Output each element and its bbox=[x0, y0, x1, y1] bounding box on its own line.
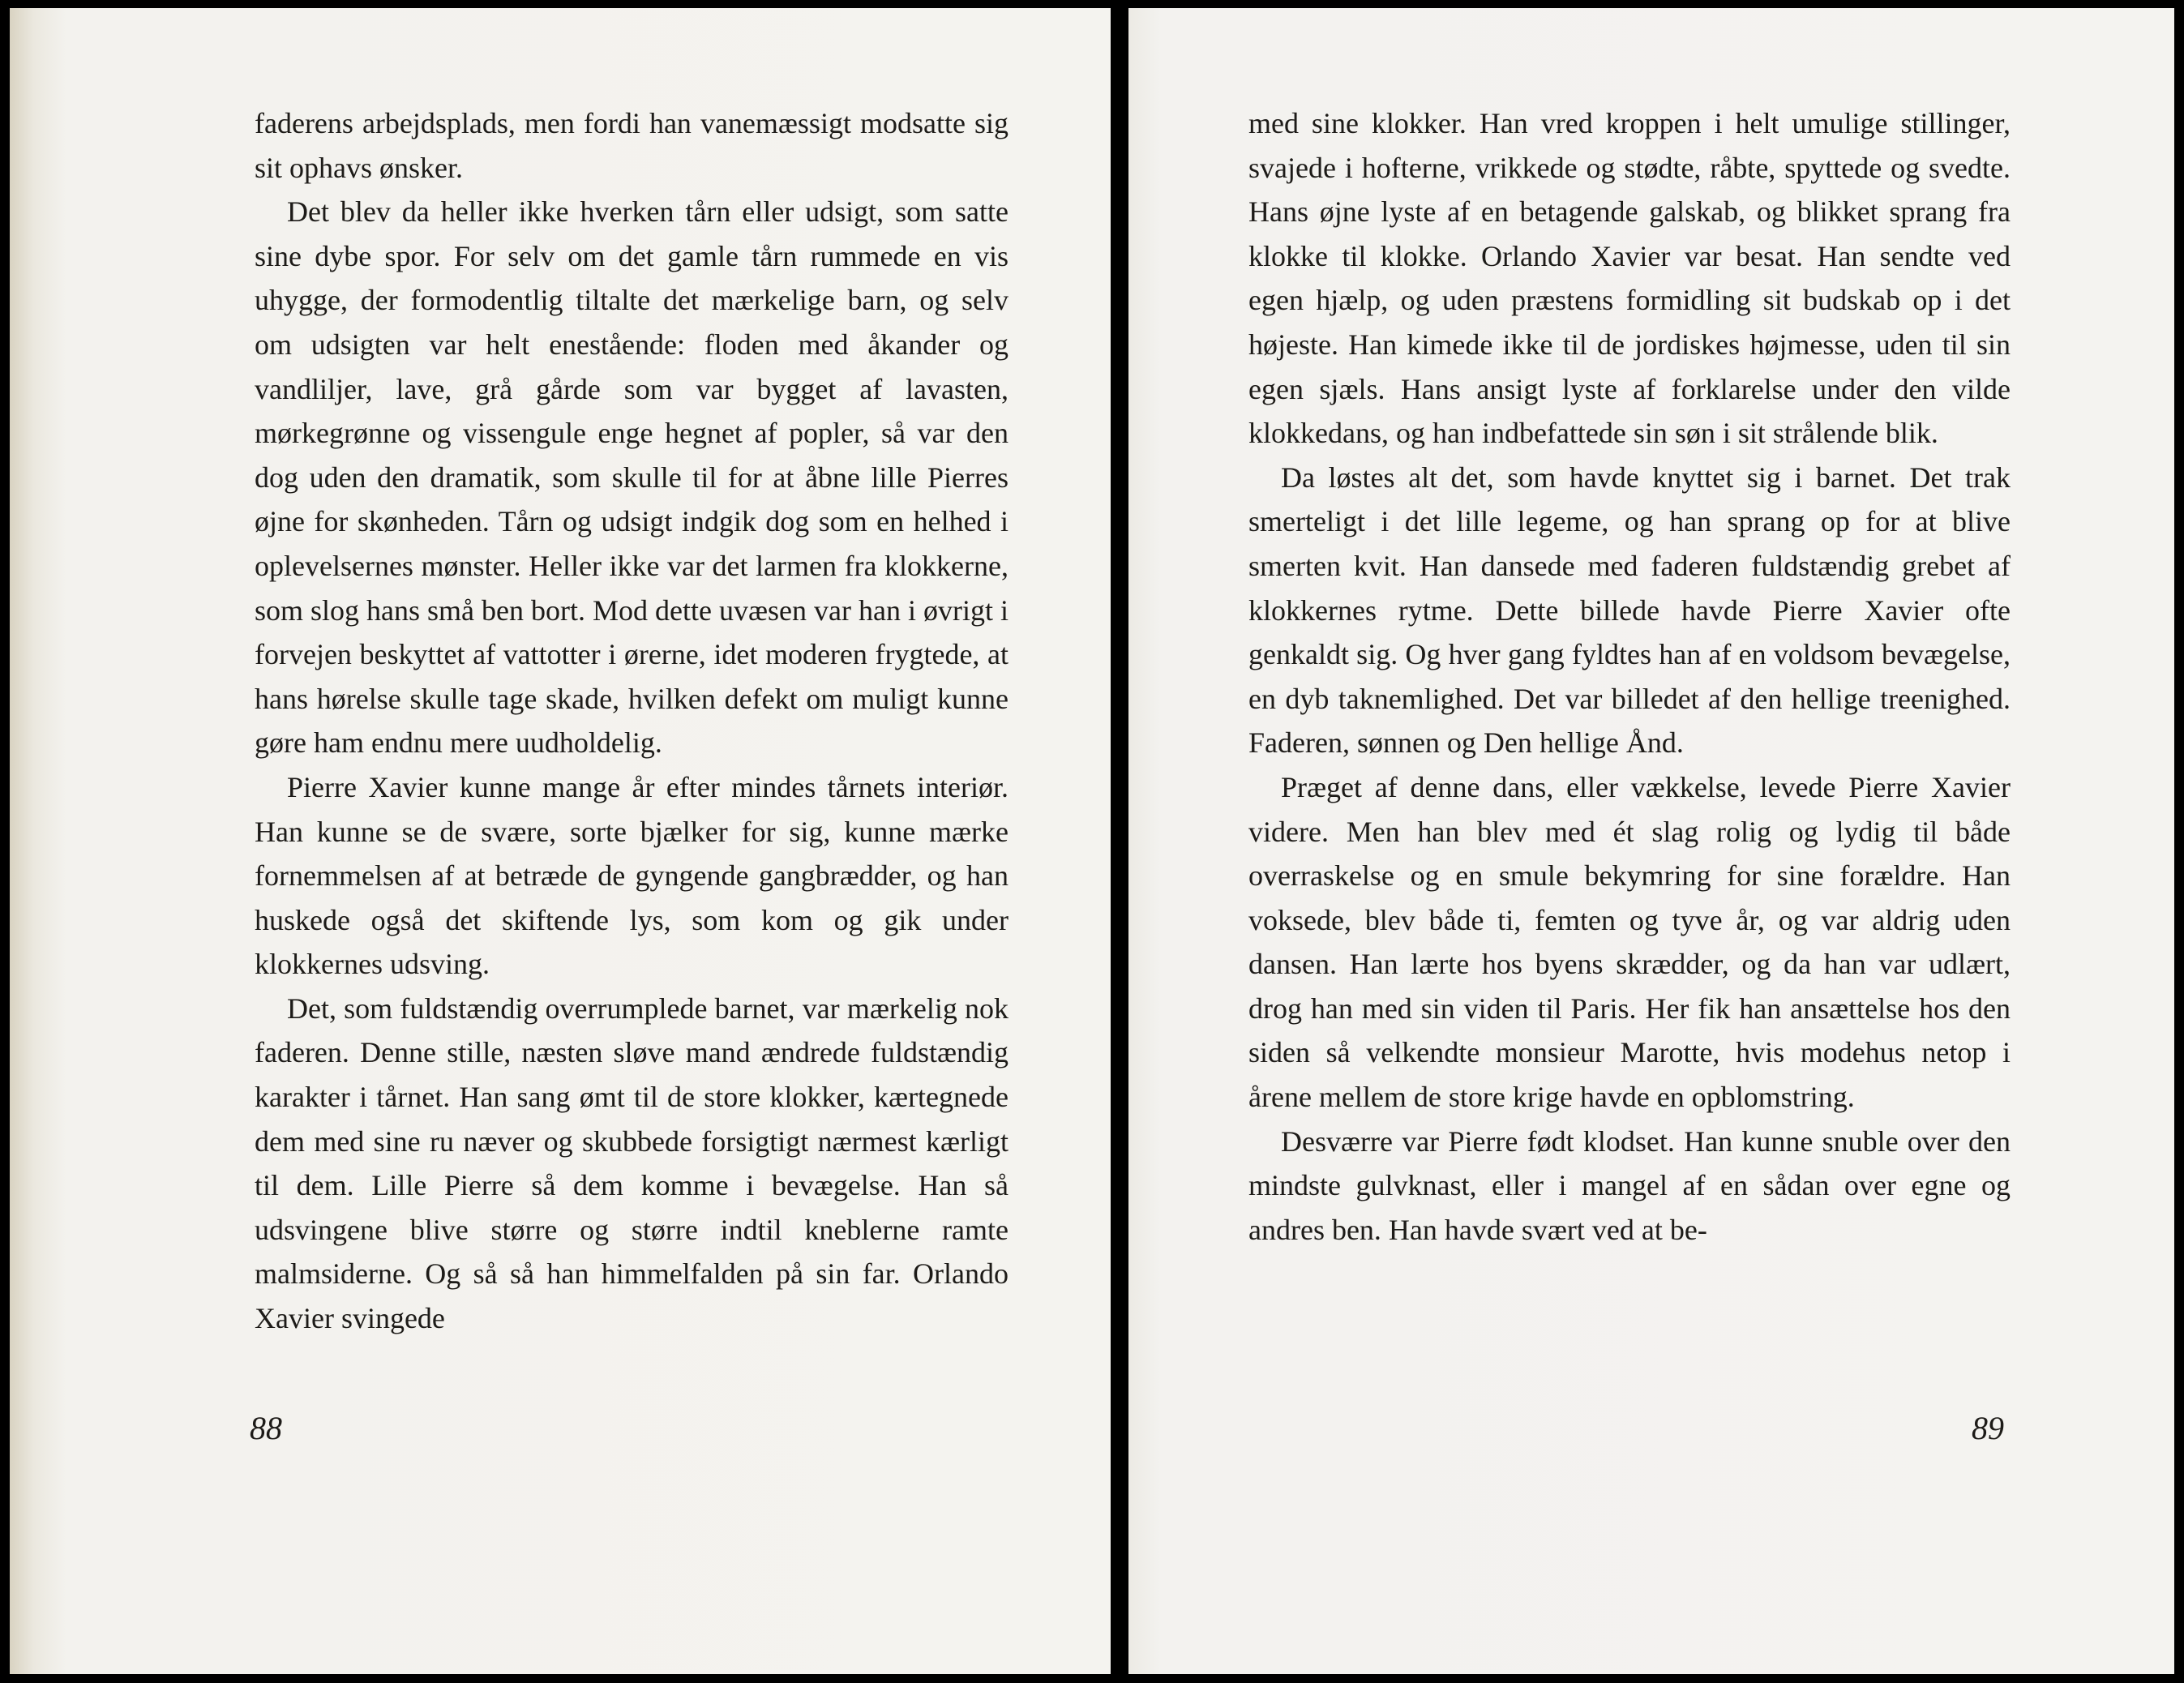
paragraph: Da løstes alt det, som havde knyttet sig i barnet. Det trak smerteligt i det lille legeme, og han sprang op for at blive smerten kvit. Han dansede med faderen fuldstændig grebet af klokkernes rytme. Dette billede havde Pierre Xavier ofte genkaldt sig. Og hver gang fyldtes han af en voldsom bevægelse, en dyb taknemlighed. Det var billedet af den hellige treenighed. Faderen, sønnen og Den hellige Ånd. bbox=[1248, 460, 2011, 760]
paragraph: med sine klokker. Han vred kroppen i helt umulige stillinger, svajede i hofterne, vrikkede og stødte, råbte, spyttede og svedte. Hans øjne lyste af en betagende galskab, og blikket sprang fra klokke til klokke. Orlando Xavier var besat. Han sendte ved egen hjælp, og uden præstens formidling sit budskab op i det højeste. Han kimede ikke til de jordiskes højmesse, uden til sin egen sjæls. Hans ansigt lyste af forklarelse under den vilde klokkedans, og han indbefattede sin søn i sit strålende blik. bbox=[1248, 107, 2011, 450]
left-page bbox=[10, 8, 1111, 1674]
right-page-text bbox=[1248, 101, 2011, 1252]
page-number: 89 bbox=[1972, 1410, 2004, 1446]
paragraph: Desværre var Pierre født klodset. Han kunne snuble over den mindste gulvknast, eller i mangel af en sådan over egne og andres ben. Han havde svært ved at be- bbox=[1248, 1124, 2011, 1246]
paragraph: Præget af denne dans, eller vækkelse, levede Pierre Xavier videre. Men han blev med ét slag rolig og lydig til både overraskelse og en smule bekymring for sine forældre. Han voksede, blev både ti, femten og tyve år, og var aldrig uden dansen. Han lærte hos byens skrædder, og da han var udlært, drog han med sin viden til Paris. Her fik han ansættelse hos den siden så velkendte monsieur Marotte, hvis modehus netop i årene mellem de store krige havde en opblomstring. bbox=[1248, 770, 2011, 1114]
page-number: 88 bbox=[250, 1410, 282, 1446]
paragraph: Pierre Xavier kunne mange år efter mindes tårnets interiør. Han kunne se de svære, sorte bjælker for sig, kunne mærke fornemmelsen af at betræde de gyngende gangbrædder, og han huskede også det skiftende lys, som kom og gik under klokkernes udsving. bbox=[255, 770, 1008, 981]
paragraph: Det blev da heller ikke hverken tårn eller udsigt, som satte sine dybe spor. For selv om det gamle tårn rummede en vis uhygge, der formodentlig tiltalte det mærkelige barn, og selv om udsigten var helt enestående: floden med åkander og vandliljer, lave, grå gårde som var bygget af lavasten, mørkegrønne og vissengule enge hegnet af popler, så var den dog uden den dramatik, som skulle til for at åbne lille Pierres øjne for skønheden. Tårn og udsigt indgik dog som en helhed i oplevelsernes mønster. Heller ikke var det larmen fra klokkerne, som slog hans små ben bort. Mod dette uvæsen var han i øvrigt i forvejen beskyttet af vattotter i ørerne, idet moderen frygtede, at hans hørelse skulle tage skade, hvilken defekt om muligt kunne gøre ham endnu mere uudholdelig. bbox=[255, 195, 1008, 760]
left-page-text bbox=[255, 101, 1008, 1341]
paragraph: Det, som fuldstændig overrumplede barnet, var mærkelig nok faderen. Denne stille, næsten sløve mand ændrede fuldstændig karakter i tårnet. Han sang ømt til de store klokker, kærtegnede dem med sine ru næver og skubbede forsigtigt nærmest kærligt til dem. Lille Pierre så dem komme i bevægelse. Han så udsvingene blive større og større indtil kneblerne ramte malmsiderne. Og så så han himmelfalden på sin far. Orlando Xavier svingede bbox=[255, 991, 1008, 1335]
right-page bbox=[1128, 8, 2174, 1674]
paragraph: faderens arbejdsplads, men fordi han vanemæssigt modsatte sig sit ophavs ønsker. bbox=[255, 107, 1008, 184]
